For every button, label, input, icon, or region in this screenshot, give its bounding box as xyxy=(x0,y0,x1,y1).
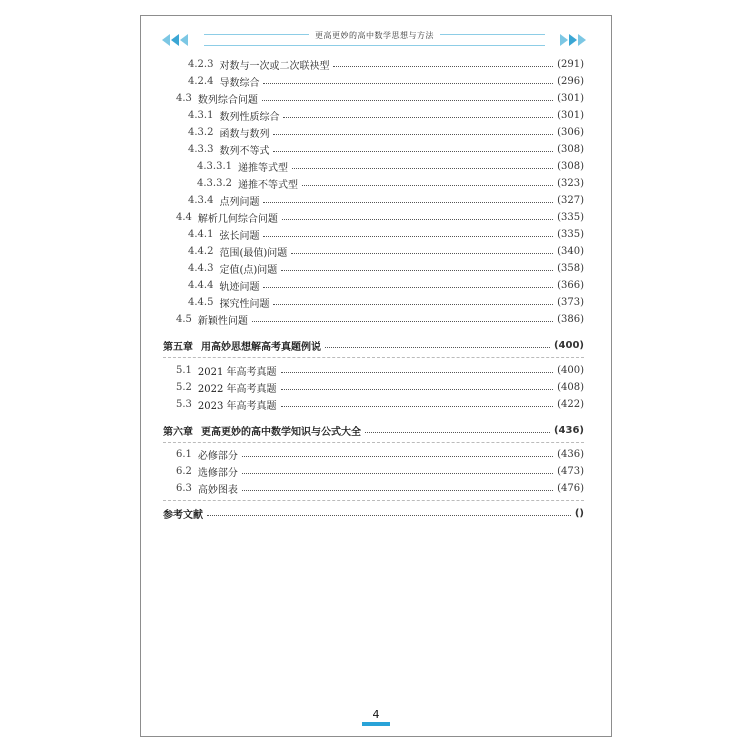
toc-entry-title: 数列不等式 xyxy=(219,145,270,157)
dot-leader xyxy=(263,202,553,203)
toc-entry-number: 4.3.3 xyxy=(188,143,214,155)
toc-entry-row[interactable] xyxy=(176,380,584,394)
toc-entry-title: 数列综合问题 xyxy=(197,94,258,106)
toc-entry-page: (473) xyxy=(557,465,584,477)
toc-entry-row[interactable] xyxy=(188,244,584,258)
toc-entry-number: 第五章 xyxy=(163,341,193,353)
toc-entry-title: 范围(最值)问题 xyxy=(219,247,288,259)
dot-leader xyxy=(283,117,553,118)
toc-entry-number: 4.2.4 xyxy=(188,75,214,87)
toc-entry-number: 第六章 xyxy=(163,426,193,438)
toc-entry-row[interactable] xyxy=(176,481,584,495)
section-divider xyxy=(163,357,584,358)
toc-entry-number: 6.1 xyxy=(176,448,192,460)
dot-leader xyxy=(291,253,553,254)
dot-leader xyxy=(281,372,554,373)
toc-entry-page: (408) xyxy=(557,381,584,393)
toc-entry-title: 参考文献 xyxy=(163,509,203,521)
toc-entry-title: 函数与数列 xyxy=(219,128,270,140)
toc-entry-page: (306) xyxy=(557,126,584,138)
toc-entry-title: 解析几何综合问题 xyxy=(197,213,278,225)
toc-entry-page: (476) xyxy=(557,482,584,494)
toc-entry-page: (436) xyxy=(557,448,584,460)
dot-leader xyxy=(325,347,550,348)
toc-entry-page: (400) xyxy=(553,339,584,351)
toc-entry-row[interactable] xyxy=(197,176,584,190)
dot-leader xyxy=(292,168,553,169)
toc-entry-page: (340) xyxy=(557,245,584,257)
toc-entry-row[interactable] xyxy=(188,125,584,139)
toc-entry-title: 弦长问题 xyxy=(219,230,260,242)
toc-chapter-row[interactable] xyxy=(163,338,584,352)
toc-entry-number: 5.1 xyxy=(176,364,192,376)
toc-entry-row[interactable] xyxy=(176,210,584,224)
dot-leader xyxy=(252,321,553,322)
toc-entry-page: (386) xyxy=(557,313,584,325)
toc-entry-page: (296) xyxy=(557,75,584,87)
toc-entry-title: 2022 年高考真题 xyxy=(197,383,277,395)
toc-entry-number: 5.2 xyxy=(176,381,192,393)
toc-entry-row[interactable] xyxy=(188,278,584,292)
toc-entry-row[interactable] xyxy=(188,57,584,71)
section-divider xyxy=(163,442,584,443)
toc-entry-row[interactable] xyxy=(176,91,584,105)
dot-leader xyxy=(302,185,553,186)
toc-entry-title: 用高妙思想解高考真题例说 xyxy=(201,341,321,353)
toc-entry-page: (301) xyxy=(557,109,584,121)
toc-entry-number: 4.4.4 xyxy=(188,279,214,291)
dot-leader xyxy=(281,406,554,407)
toc-entry-title: 递推等式型 xyxy=(238,162,288,174)
toc-entry-row[interactable] xyxy=(188,142,584,156)
toc-entry-title: 定值(点)问题 xyxy=(219,264,278,276)
toc-entry-title: 选修部分 xyxy=(197,467,238,479)
toc-entry-row[interactable] xyxy=(188,261,584,275)
toc-entry-title: 数列性质综合 xyxy=(219,111,280,123)
dot-leader xyxy=(263,83,553,84)
toc-entry-title: 高妙图表 xyxy=(197,484,238,496)
toc-entry-row[interactable] xyxy=(176,312,584,326)
toc-entry-number: 4.2.3 xyxy=(188,58,214,70)
toc-entry-number: 4.4.1 xyxy=(188,228,214,240)
page-number-bar xyxy=(362,722,390,726)
dot-leader xyxy=(273,134,553,135)
dot-leader xyxy=(365,432,550,433)
toc-entry-title: 递推不等式型 xyxy=(238,179,298,191)
toc-entry-page: (436) xyxy=(553,424,584,436)
toc-entry-page: (291) xyxy=(557,58,584,70)
toc-entry-row[interactable] xyxy=(188,108,584,122)
dot-leader xyxy=(273,304,553,305)
toc-entry-row[interactable] xyxy=(188,193,584,207)
dot-leader xyxy=(281,270,553,271)
page-footer xyxy=(362,708,390,726)
toc-entry-row[interactable] xyxy=(176,397,584,411)
toc-entry-page: (301) xyxy=(557,92,584,104)
page-number: 4 xyxy=(372,708,380,721)
toc-entry-row[interactable] xyxy=(188,74,584,88)
dot-leader xyxy=(273,151,553,152)
toc-entry-page: (327) xyxy=(557,194,584,206)
toc-entry-number: 4.5 xyxy=(176,313,192,325)
toc-chapter-row[interactable] xyxy=(163,423,584,437)
toc-entry-number: 4.3.4 xyxy=(188,194,214,206)
toc-entry-title: 点列问题 xyxy=(219,196,260,208)
toc-chapter-row[interactable] xyxy=(163,506,584,520)
toc-entry-page: (308) xyxy=(557,143,584,155)
toc-entry-page: (335) xyxy=(557,211,584,223)
toc-entry-title: 探究性问题 xyxy=(219,298,270,310)
toc-entry-page: (335) xyxy=(557,228,584,240)
toc-entry-row[interactable] xyxy=(188,295,584,309)
toc-entry-page: () xyxy=(574,507,584,519)
dot-leader xyxy=(207,515,571,516)
toc-entry-title: 更高更妙的高中数学知识与公式大全 xyxy=(201,426,361,438)
dot-leader xyxy=(263,287,553,288)
toc-entry-number: 5.3 xyxy=(176,398,192,410)
toc-entry-page: (373) xyxy=(557,296,584,308)
toc-entry-page: (358) xyxy=(557,262,584,274)
toc-entry-number: 4.4.5 xyxy=(188,296,214,308)
dot-leader xyxy=(282,219,553,220)
dot-leader xyxy=(242,490,553,491)
toc-entry-title: 新颖性问题 xyxy=(197,315,248,327)
toc-entry-number: 4.4.2 xyxy=(188,245,214,257)
dot-leader xyxy=(242,456,553,457)
toc-entry-title: 2021 年高考真题 xyxy=(197,366,277,378)
section-divider xyxy=(163,500,584,501)
toc-entry-page: (422) xyxy=(557,398,584,410)
toc-entry-row[interactable] xyxy=(188,227,584,241)
toc-entry-number: 4.4.3 xyxy=(188,262,214,274)
toc-entry-row[interactable] xyxy=(176,464,584,478)
toc-entry-number: 6.3 xyxy=(176,482,192,494)
toc-entry-page: (308) xyxy=(557,160,584,172)
toc-entry-row[interactable] xyxy=(197,159,584,173)
left-arrows-decoration xyxy=(162,34,189,46)
toc-entry-title: 导数综合 xyxy=(219,77,260,89)
toc-entry-title: 必修部分 xyxy=(197,450,238,462)
dot-leader xyxy=(333,66,553,67)
toc-entry-number: 4.3.3.2 xyxy=(197,177,232,189)
toc-entry-page: (366) xyxy=(557,279,584,291)
toc-entry-number: 4.3 xyxy=(176,92,192,104)
dot-leader xyxy=(263,236,553,237)
toc-entry-title: 轨迹问题 xyxy=(219,281,260,293)
toc-entry-title: 对数与一次或二次联袂型 xyxy=(219,60,330,72)
toc-entry-page: (400) xyxy=(557,364,584,376)
right-arrows-decoration xyxy=(560,34,587,46)
dot-leader xyxy=(281,389,554,390)
dot-leader xyxy=(242,473,553,474)
toc-entry-number: 6.2 xyxy=(176,465,192,477)
toc-entry-number: 4.4 xyxy=(176,211,192,223)
toc-entry-number: 4.3.1 xyxy=(188,109,214,121)
header-title: 更高更妙的高中数学思想与方法 xyxy=(309,31,440,40)
running-header xyxy=(162,31,587,46)
toc-entry-row[interactable] xyxy=(176,447,584,461)
toc-entry-row[interactable] xyxy=(176,363,584,377)
toc-entry-page: (323) xyxy=(557,177,584,189)
toc-entry-number: 4.3.3.1 xyxy=(197,160,232,172)
header-rule xyxy=(204,31,545,46)
toc-entry-title: 2023 年高考真题 xyxy=(197,400,277,412)
toc-entry-number: 4.3.2 xyxy=(188,126,214,138)
dot-leader xyxy=(262,100,553,101)
